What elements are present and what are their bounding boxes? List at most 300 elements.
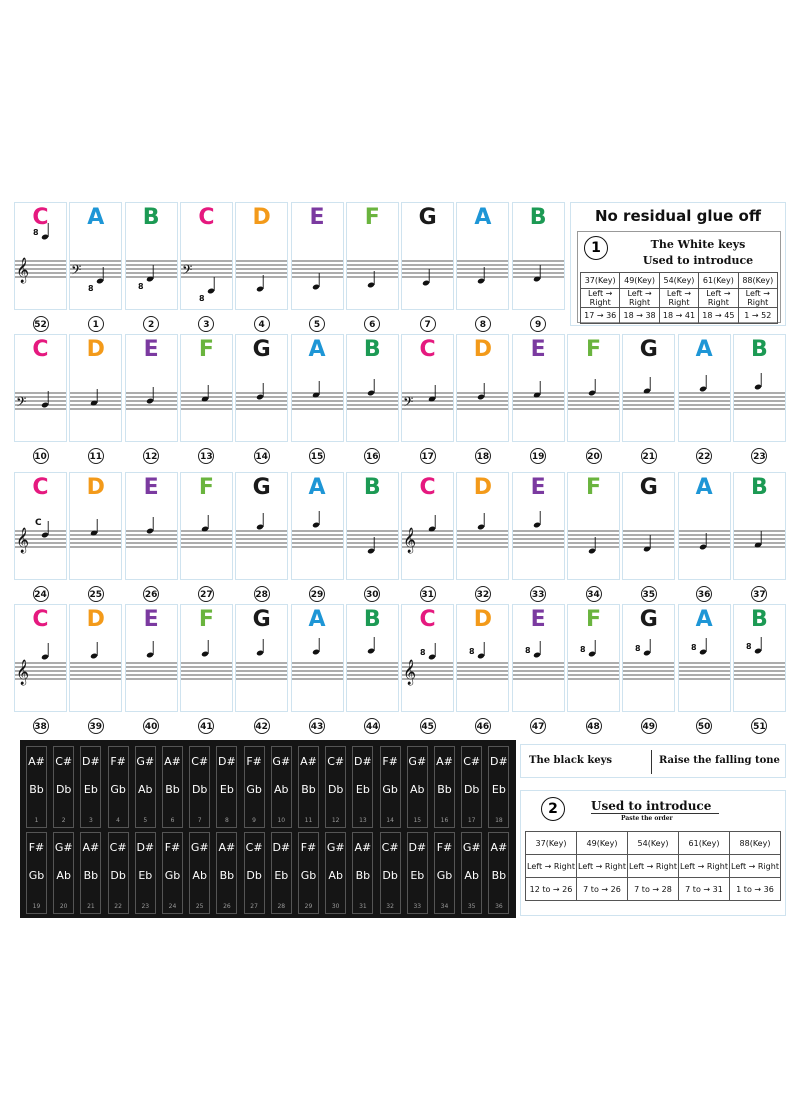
direction-cell: Left → Right (620, 289, 659, 308)
white-key-sticker (235, 202, 288, 310)
white-key-sticker (622, 334, 675, 442)
note-letter: D (473, 337, 493, 362)
white-key-sticker (567, 604, 620, 712)
note-letter: E (530, 337, 546, 362)
white-key-sticker (69, 604, 122, 712)
sharp-label: D# (82, 755, 100, 768)
black-key-sticker (298, 832, 319, 914)
sticker-number: 15 (309, 448, 325, 464)
sharp-label: C# (55, 755, 73, 768)
sticker-number: 52 (33, 316, 49, 332)
direction-cell: Left → Right (581, 289, 620, 308)
sharp-label: A# (490, 841, 508, 854)
sticker-number: 4 (254, 316, 270, 332)
note-letter: G (639, 475, 658, 500)
sticker-number: 46 (475, 718, 491, 734)
note-letter: C (198, 205, 215, 230)
note-letter: A (474, 205, 492, 230)
sharp-label: C# (381, 841, 399, 854)
sticker-number: 34 (586, 586, 602, 602)
music-staff (15, 605, 66, 711)
sharp-label: D# (354, 755, 372, 768)
sticker-number: 41 (198, 718, 214, 734)
flat-label: Bb (491, 869, 507, 882)
sticker-number: 5 (309, 316, 325, 332)
white-key-sticker (678, 472, 731, 580)
black-key-sticker (53, 832, 74, 914)
direction-cell: Left → Right (659, 289, 698, 308)
black-key-sticker (380, 746, 401, 828)
white-key-sticker (733, 334, 786, 442)
direction-cell: Left → Right (577, 855, 628, 878)
info-title: No residual glue off (594, 207, 762, 225)
white-keys-panel (577, 231, 781, 323)
note-letter: A (87, 205, 105, 230)
music-staff (402, 335, 453, 441)
sticker-number: 39 (88, 718, 104, 734)
note-letter: A (695, 475, 713, 500)
white-key-sticker (456, 472, 509, 580)
black-key-number: 15 (413, 817, 422, 824)
flat-label: Eb (274, 869, 289, 882)
sharp-label: C# (327, 755, 345, 768)
music-staff (402, 605, 453, 711)
note-letter: E (309, 205, 325, 230)
sticker-number: 9 (530, 316, 546, 332)
flat-label: Ab (410, 783, 425, 796)
direction-cell: Left → Right (730, 855, 781, 878)
black-key-sticker (461, 746, 482, 828)
sticker-number: 2 (143, 316, 159, 332)
note-letter: F (585, 475, 602, 500)
flat-label: Db (246, 869, 262, 882)
white-key-sticker (69, 472, 122, 580)
sharp-label: D# (218, 755, 236, 768)
black-key-number: 32 (386, 903, 394, 910)
sticker-number: 21 (641, 448, 657, 464)
key-count-cell: 61(Key) (699, 273, 738, 289)
note-letter: D (86, 607, 105, 632)
sharp-label: F# (382, 755, 398, 768)
black-key-stickers (20, 740, 516, 918)
sticker-number: 35 (641, 586, 657, 602)
note-letter: G (252, 475, 271, 500)
white-key-sticker (456, 604, 509, 712)
flat-label: Db (327, 783, 344, 796)
music-staff (126, 473, 177, 579)
black-key-sticker (108, 832, 129, 914)
divider (651, 750, 652, 774)
black-key-number: 4 (116, 817, 120, 824)
music-staff (126, 335, 177, 441)
sticker-number: 48 (586, 718, 602, 734)
music-staff (292, 335, 343, 441)
treble-clef-icon: 𝄞 (16, 528, 30, 553)
white-key-sticker (14, 202, 67, 310)
white-key-sticker (291, 472, 344, 580)
music-staff (126, 605, 177, 711)
black-key-sticker (380, 832, 401, 914)
range-cell: 1 → 52 (738, 308, 777, 324)
white-key-sticker (733, 472, 786, 580)
white-key-sticker (346, 334, 399, 442)
black-key-number: 7 (197, 817, 202, 824)
range-cell: 18 → 38 (620, 308, 659, 324)
note-letter: F (198, 337, 214, 362)
black-key-sticker (407, 832, 428, 914)
music-staff (347, 335, 398, 441)
sharp-label: G# (190, 841, 209, 854)
music-staff (70, 605, 121, 711)
white-key-sticker (567, 334, 620, 442)
sticker-number: 10 (33, 448, 49, 464)
white-key-sticker (125, 334, 178, 442)
treble-clef-icon: 𝄞 (403, 528, 417, 553)
note-letter: A (695, 337, 713, 362)
music-staff (513, 605, 564, 711)
white-key-sticker (235, 334, 288, 442)
music-staff (568, 473, 619, 579)
flat-label: Bb (165, 783, 180, 796)
sticker-number: 26 (143, 586, 159, 602)
key-count-cell: 88(Key) (738, 273, 777, 289)
note-letter: B (529, 205, 547, 230)
sticker-number: 36 (696, 586, 712, 602)
black-key-sticker (162, 746, 183, 828)
sharp-label: A# (28, 755, 45, 768)
flat-label: Eb (355, 783, 370, 796)
black-key-number: 5 (143, 817, 148, 824)
note-letter: E (530, 475, 546, 500)
black-key-number: 22 (114, 903, 122, 910)
sticker-number: 31 (420, 586, 436, 602)
black-key-number: 36 (495, 903, 503, 910)
music-staff (457, 605, 508, 711)
sharp-label: A# (218, 841, 236, 854)
sharp-label: G# (462, 841, 481, 854)
sticker-number: 19 (530, 448, 546, 464)
direction-cell: Left → Right (679, 855, 730, 878)
key-count-cell: 37(Key) (526, 832, 577, 855)
white-key-sticker (180, 334, 233, 442)
note-letter: D (473, 607, 493, 632)
music-staff (679, 335, 730, 441)
music-staff (181, 203, 232, 309)
music-staff (70, 203, 121, 309)
sharp-label: C# (463, 755, 481, 768)
sharp-label: G# (326, 841, 345, 854)
black-key-number: 31 (359, 903, 367, 910)
black-key-sticker (53, 746, 74, 828)
sticker-number: 1 (88, 316, 104, 332)
flat-label: Eb (491, 783, 506, 796)
flat-label: Db (55, 783, 72, 796)
flat-label: Eb (83, 783, 98, 796)
range-cell: 18 → 41 (659, 308, 698, 324)
sticker-number: 42 (254, 718, 270, 734)
music-staff (513, 335, 564, 441)
music-staff (679, 605, 730, 711)
octave-mark: 8 (690, 643, 697, 652)
sticker-number: 14 (254, 448, 270, 464)
black-key-sticker (216, 746, 237, 828)
white-key-sticker (346, 202, 399, 310)
flat-label: Db (382, 869, 398, 882)
flat-label: Bb (29, 783, 44, 796)
flat-label: Ab (56, 869, 71, 882)
black-key-number: 29 (304, 903, 313, 910)
music-staff (734, 473, 785, 579)
note-letter: E (530, 607, 546, 632)
black-key-number: 30 (331, 903, 340, 910)
key-count-cell: 61(Key) (679, 832, 730, 855)
sharp-label: G# (136, 755, 155, 768)
direction-cell: Left → Right (699, 289, 738, 308)
music-staff (513, 203, 564, 309)
note-letter: A (308, 607, 326, 632)
black-key-sticker (271, 746, 292, 828)
flat-label: Bb (301, 783, 316, 796)
flat-label: Bb (355, 869, 371, 882)
flat-label: Gb (300, 869, 317, 882)
sticker-number: 13 (198, 448, 214, 464)
black-key-sticker (26, 746, 47, 828)
music-staff (236, 203, 287, 309)
treble-clef-icon: 𝄞 (16, 258, 30, 283)
sticker-sheet (14, 196, 786, 918)
range-cell: 18 → 45 (699, 308, 738, 324)
white-key-sticker (125, 604, 178, 712)
sharp-label: C# (191, 755, 209, 768)
music-staff (734, 335, 785, 441)
music-staff (347, 473, 398, 579)
sticker-number: 22 (696, 448, 712, 464)
black-key-sticker (80, 832, 101, 914)
key-count-cell: 49(Key) (577, 832, 628, 855)
music-staff (679, 473, 730, 579)
black-keys-heading: Used to introduce (591, 799, 712, 813)
white-key-sticker (69, 334, 122, 442)
note-letter: D (473, 475, 493, 500)
black-key-number: 34 (440, 903, 449, 910)
note-letter: B (363, 337, 381, 362)
black-keys-title: The black keys (529, 755, 613, 766)
sticker-number: 30 (364, 586, 380, 602)
white-key-sticker (512, 604, 565, 712)
note-letter: F (585, 337, 602, 362)
sharp-label: D# (490, 755, 508, 768)
black-key-sticker (80, 746, 101, 828)
white-key-sticker (180, 472, 233, 580)
sticker-number: 27 (198, 586, 214, 602)
sharp-label: C# (109, 841, 127, 854)
note-letter: C (32, 205, 49, 230)
sticker-number: 45 (420, 718, 436, 734)
sticker-number: 47 (530, 718, 546, 734)
white-key-sticker (291, 604, 344, 712)
sticker-number: 37 (751, 586, 767, 602)
range-cell: 17 → 36 (581, 308, 620, 324)
white-key-sticker (125, 202, 178, 310)
middle-c-mark: C (35, 518, 42, 528)
direction-cell: Left → Right (738, 289, 777, 308)
white-key-sticker (622, 472, 675, 580)
key-count-cell: 88(Key) (730, 832, 781, 855)
note-letter: G (252, 607, 271, 632)
black-key-sticker (162, 832, 183, 914)
note-letter: C (419, 337, 436, 362)
sharp-label: A# (300, 755, 317, 768)
sticker-number: 29 (309, 586, 325, 602)
black-key-number: 2 (61, 817, 66, 824)
music-staff (70, 335, 121, 441)
sticker-number: 6 (364, 316, 380, 332)
white-keys-info-card (570, 202, 786, 326)
white-key-sticker (456, 334, 509, 442)
sticker-number: 3 (198, 316, 214, 332)
sticker-number: 11 (88, 448, 104, 464)
flat-label: Ab (328, 869, 343, 882)
flat-label: Bb (437, 783, 452, 796)
black-key-number: 12 (331, 817, 340, 824)
sticker-number: 24 (33, 586, 49, 602)
music-staff (568, 605, 619, 711)
octave-mark: 8 (33, 228, 39, 237)
sharp-label: F# (28, 841, 45, 854)
sticker-number: 28 (254, 586, 270, 602)
note-letter: D (86, 475, 105, 500)
music-staff (457, 335, 508, 441)
white-key-sticker (235, 604, 288, 712)
sticker-number: 32 (475, 586, 491, 602)
sharp-label: A# (164, 755, 181, 768)
white-key-sticker (180, 202, 233, 310)
sticker-number: 17 (420, 448, 436, 464)
note-letter: C (32, 475, 49, 500)
black-key-number: 33 (413, 903, 422, 910)
flat-label: Gb (110, 783, 126, 796)
black-key-number: 21 (87, 903, 95, 910)
white-key-sticker (512, 472, 565, 580)
note-letter: G (639, 607, 658, 632)
treble-clef-icon: 𝄞 (403, 660, 417, 685)
octave-mark: 8 (88, 284, 94, 293)
music-staff (181, 473, 232, 579)
white-keys-table (580, 272, 778, 324)
octave-mark: 8 (469, 647, 475, 656)
black-key-number: 27 (250, 903, 258, 910)
note-letter: B (751, 607, 768, 632)
sharp-label: G# (408, 755, 427, 768)
flat-label: Db (191, 783, 208, 796)
white-key-sticker (291, 202, 344, 310)
black-key-number: 9 (252, 817, 256, 824)
sharp-label: F# (110, 755, 126, 768)
black-key-sticker (488, 746, 509, 828)
black-key-sticker (325, 746, 346, 828)
flat-label: Db (110, 869, 126, 882)
black-key-number: 8 (224, 817, 229, 824)
black-key-sticker (352, 746, 373, 828)
sticker-number: 25 (88, 586, 104, 602)
music-staff (236, 605, 287, 711)
flat-label: Eb (410, 869, 425, 882)
sticker-number: 33 (530, 586, 546, 602)
sticker-number: 49 (641, 718, 657, 734)
music-staff (236, 335, 287, 441)
black-key-sticker (26, 832, 47, 914)
music-staff (623, 605, 674, 711)
white-key-sticker (291, 334, 344, 442)
sharp-label: F# (436, 841, 453, 854)
note-letter: F (198, 475, 214, 500)
note-letter: D (252, 205, 271, 230)
black-key-number: 18 (495, 817, 503, 824)
octave-mark: 8 (580, 645, 586, 654)
sticker-number: 51 (751, 718, 767, 734)
range-cell: 7 to → 31 (679, 878, 730, 901)
black-key-number: 17 (467, 817, 476, 824)
note-letter: A (308, 475, 326, 500)
black-key-sticker (271, 832, 292, 914)
black-key-sticker (216, 832, 237, 914)
note-letter: D (86, 337, 105, 362)
music-staff (457, 203, 508, 309)
note-letter: A (308, 337, 326, 362)
note-letter: E (143, 475, 159, 500)
sticker-number: 16 (364, 448, 380, 464)
note-letter: G (639, 337, 658, 362)
music-staff (236, 473, 287, 579)
black-key-number: 25 (195, 903, 204, 910)
music-staff (70, 473, 121, 579)
sharp-label: A# (354, 841, 372, 854)
music-staff (15, 335, 66, 441)
bass-clef-icon: 𝄢 (403, 394, 414, 413)
sharp-label: D# (136, 841, 155, 854)
sharp-label: G# (272, 755, 291, 768)
black-key-sticker (189, 832, 210, 914)
music-staff (402, 473, 453, 579)
black-key-sticker (407, 746, 428, 828)
sticker-number: 43 (309, 718, 325, 734)
octave-mark: 8 (745, 642, 752, 651)
key-count-cell: 49(Key) (620, 273, 659, 289)
music-staff (181, 335, 232, 441)
black-key-sticker (434, 832, 455, 914)
music-staff (15, 203, 66, 309)
flat-label: Gb (382, 783, 398, 796)
bass-clef-icon: 𝄢 (16, 394, 27, 413)
flat-label: Db (463, 783, 480, 796)
bass-clef-icon: 𝄢 (71, 262, 82, 281)
black-keys-table (525, 831, 781, 901)
white-key-sticker (622, 604, 675, 712)
black-key-number: 24 (168, 903, 177, 910)
note-letter: B (363, 475, 381, 500)
sticker-number: 20 (586, 448, 602, 464)
flat-label: Bb (83, 869, 99, 882)
bass-clef-icon: 𝄢 (181, 262, 193, 281)
flat-label: Gb (246, 783, 262, 796)
range-cell: 1 to → 36 (730, 878, 781, 901)
flat-label: Eb (219, 783, 234, 796)
octave-mark: 8 (635, 644, 641, 653)
sharp-label: F# (300, 841, 317, 854)
white-key-sticker (235, 472, 288, 580)
black-key-number: 26 (223, 903, 231, 910)
sticker-number: 40 (143, 718, 159, 734)
